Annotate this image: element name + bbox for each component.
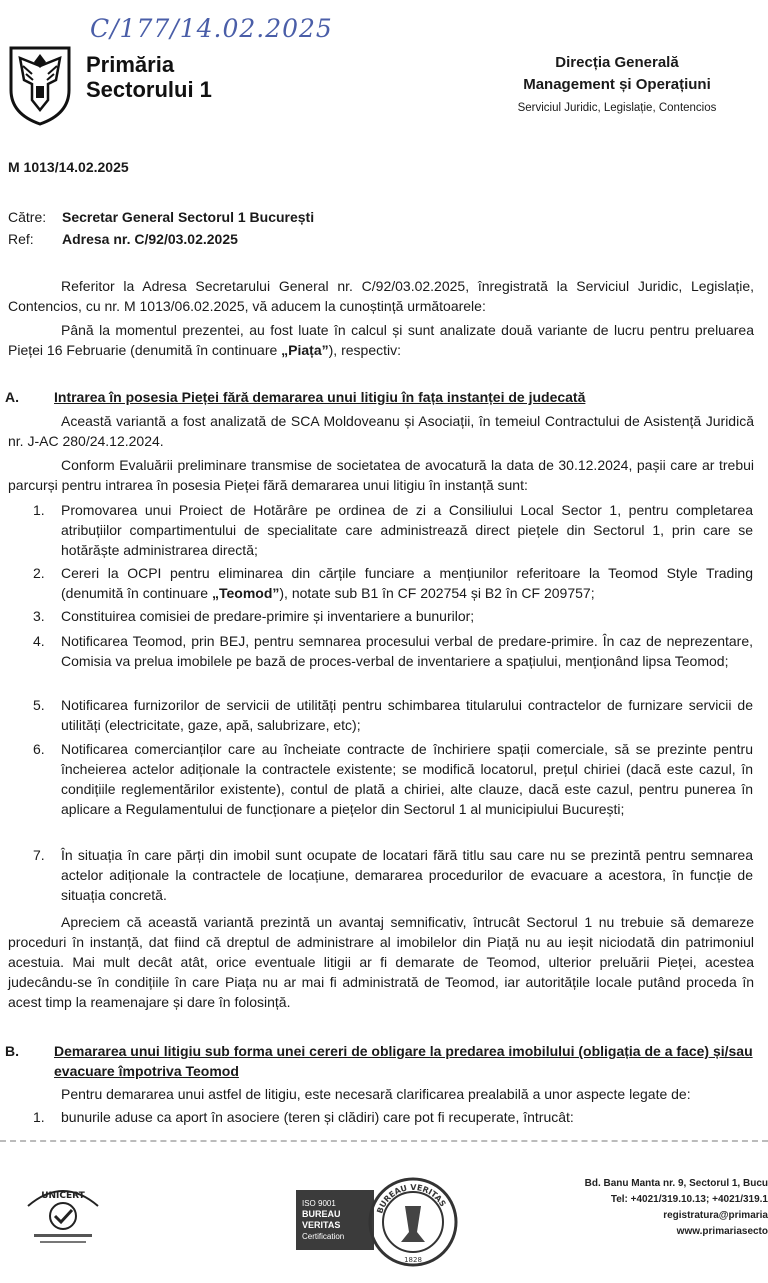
section-a-heading: [5, 387, 755, 407]
section-b-paragraph-1: Pentru demararea unui astfel de litigiu, este necesară clarificarea prealabilă a unor aspecte legate de:: [61, 1086, 691, 1102]
addressee-block: [8, 206, 314, 250]
intro-paragraph-2: Până la momentul prezentei, au fost luate în calcul și sunt analizate două variante de lucru pentru preluarea Pieței 16 Februarie (denumită în continuare „Piața”), respectiv:: [8, 322, 754, 358]
unicert-logo-icon: [20, 1176, 106, 1254]
footer-divider: [0, 1140, 768, 1142]
footer-address: Bd. Banu Manta nr. 9, Sectorul 1, Bucu: [584, 1178, 768, 1189]
department-header: [492, 52, 742, 114]
section-b-letter: B.: [5, 1043, 19, 1059]
list-item: 7. În situația în care părți din imobil sunt ocupate de locatari fără titlu sau care nu se prezintă pentru semnarea actelor adiționale la contractele de locațiune, demararea procedurilor de evacuare a acestora, în funcție de situația concretă.: [33, 847, 753, 903]
list-item: 6. Notificarea comercianților care au încheiate contracte de închiriere spații comerciale, să se prezinte pentru încheierea actelor adiționale la contractele existente; se modifică locatorul, prețul chiriei (dacă este cazul, în condițiile reglementărilor existente), contul de plată a chiriei, alte clauze, dacă este cazul, pentru punerea în aplicare a Regulamentului de funcționare a piețelor din Sectorul 1 al municipiului București;: [33, 741, 753, 817]
dept-line-1: Direcția Generală: [555, 54, 679, 71]
seal-text: BUREAU VERITAS: [375, 1182, 448, 1215]
iso-line-1: ISO 9001: [302, 1199, 336, 1208]
list-item: 3. Constituirea comisiei de predare-primire și inventariere a bunurilor;: [33, 608, 475, 624]
dept-line-3: Serviciul Juridic, Legislație, Contencios: [517, 102, 717, 114]
brand-line-2: Sectorului 1: [86, 77, 212, 102]
section-a-paragraph-2: Conform Evaluării preliminare transmise de societatea de avocatură la data de 30.12.2024, pașii care ar trebui parcurși pentru intrarea în posesia Pieței fără demararea unui litigiu în instanță sunt:: [8, 457, 754, 493]
list-item: 1. Promovarea unui Proiect de Hotărâre pe ordinea de zi a Consiliului Local Sector 1, pentru completarea atribuțiilor compartimentului de specialitate care administrează direct piețele din Sectorul 1, prin care se hotărăște administrarea directă;: [33, 502, 753, 558]
footer-phone: Tel: +4021/319.10.13; +4021/319.1: [610, 1194, 768, 1205]
iso-line-3: Certification: [302, 1232, 345, 1241]
to-label: Către:: [8, 209, 47, 225]
seal-year: 1828: [404, 1256, 422, 1264]
ref-value: Adresa nr. C/92/03.02.2025: [62, 231, 238, 247]
unicert-text: UNICERT: [41, 1191, 85, 1201]
footer-web: www.primariasecto: [676, 1226, 768, 1237]
iso-certification-badge: [296, 1190, 374, 1250]
handwritten-registration: C/177/14.02.2025: [90, 14, 333, 43]
brand-line-1: Primăria: [86, 52, 175, 77]
section-a-title: Intrarea în posesia Pieței fără demararea unui litigiu în fața instanței de judecată: [54, 389, 586, 405]
section-a-letter: A.: [5, 389, 19, 405]
brand-name: [86, 52, 212, 102]
footer-contact: [558, 1176, 768, 1240]
section-b-heading: [5, 1041, 755, 1081]
coat-of-arms-icon: [3, 40, 77, 126]
footer-email: registratura@primaria: [663, 1210, 768, 1221]
to-value: Secretar General Sectorul 1 București: [62, 209, 315, 225]
intro-paragraph-1: Referitor la Adresa Secretarului General nr. C/92/03.02.2025, înregistrată la Serviciul Juridic, Legislație, Contencios, cu nr. M 1013/06.02.2025, vă aducem la cunoștință următoarele:: [8, 278, 754, 314]
bureau-veritas-seal-icon: [367, 1176, 459, 1268]
section-b-title: Demararea unui litigiu sub forma unei cereri de obligare la predarea imobilului (obligația de a face) și/sau evacuare împotriva Teomod: [54, 1043, 753, 1079]
ref-label: Ref:: [8, 231, 34, 247]
section-a-paragraph-3: Apreciem că această variantă prezintă un avantaj semnificativ, întrucât Sectorul 1 nu trebuie să demareze proceduri în instanță, dat fiind că dreptul de administrare al imobilelor din Piață nu au ieșit niciodată din patrimoniul acestuia. Mai mult decât atât, orice eventuale litigii ar fi demarate de Teomod, ulterior preluării Pieței, acestea judecându-se în condițiile în care Piața nu ar mai fi administrată de Teomod, iar autoritățile locale putând proceda în acest timp la reamenajare și dare în folosință.: [8, 914, 754, 1010]
section-a-paragraph-1: Această variantă a fost analizată de SCA Moldoveanu și Asociații, în temeiul Contractului de Asistență Juridică nr. J-AC 280/24.12.2024.: [8, 413, 754, 449]
iso-line-2: BUREAU VERITAS: [302, 1209, 341, 1230]
list-item: 4. Notificarea Teomod, prin BEJ, pentru semnarea procesului verbal de predare-primire. În caz de neprezentare, Comisia va prelua imobilele pe bază de proces-verbal de inventariere a spațiului, menționând lipsa Teomod;: [33, 633, 753, 669]
document-number: M 1013/14.02.2025: [8, 159, 129, 175]
list-item: 5. Notificarea furnizorilor de servicii de utilități pentru schimbarea titularului contractelor de furnizare servicii de utilități (electricitate, gaze, apă, salubrizare, etc);: [33, 697, 753, 733]
list-item: 1. bunurile aduse ca aport în asociere (teren și clădiri) care pot fi recuperate, întrucât:: [33, 1109, 574, 1125]
dept-line-2: Management și Operațiuni: [523, 76, 711, 93]
list-item: 2. Cereri la OCPI pentru eliminarea din cărțile funciare a mențiunilor referitoare la Teomod Style Trading (denumită în continuare „Teomod”), notate sub B1 în CF 202754 și B2 în CF 209757;: [33, 565, 753, 601]
